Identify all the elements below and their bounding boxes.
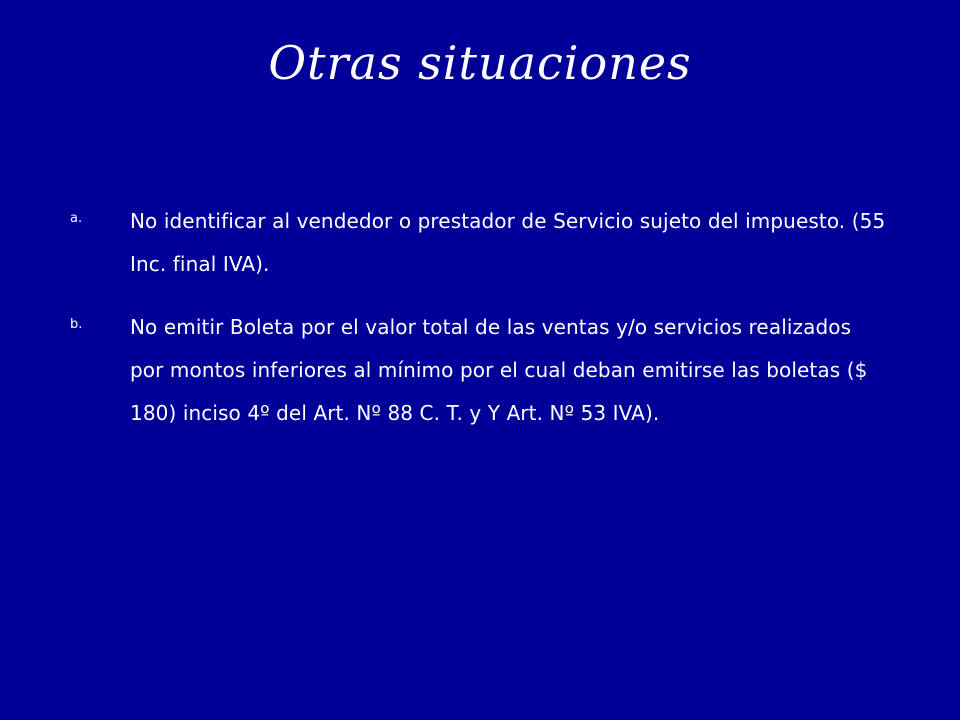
item-list <box>70 200 890 455</box>
slide-title: Otras situaciones <box>268 36 692 90</box>
list-marker: a. <box>70 211 83 226</box>
list-item-text: No identificar al vendedor o prestador de Servicio sujeto del impuesto. (55 Inc. final IVA). <box>130 209 886 276</box>
list-item-text: No emitir Boleta por el valor total de las ventas y/o servicios realizados por montos inferiores al mínimo por el cual deban emitirse las boletas ($ 180) inciso 4º del Art. Nº 88 C. T. y Y Art. Nº 53 IVA). <box>130 315 868 425</box>
list-item <box>70 306 890 435</box>
list-item <box>70 200 890 286</box>
list-marker: b. <box>70 317 83 332</box>
